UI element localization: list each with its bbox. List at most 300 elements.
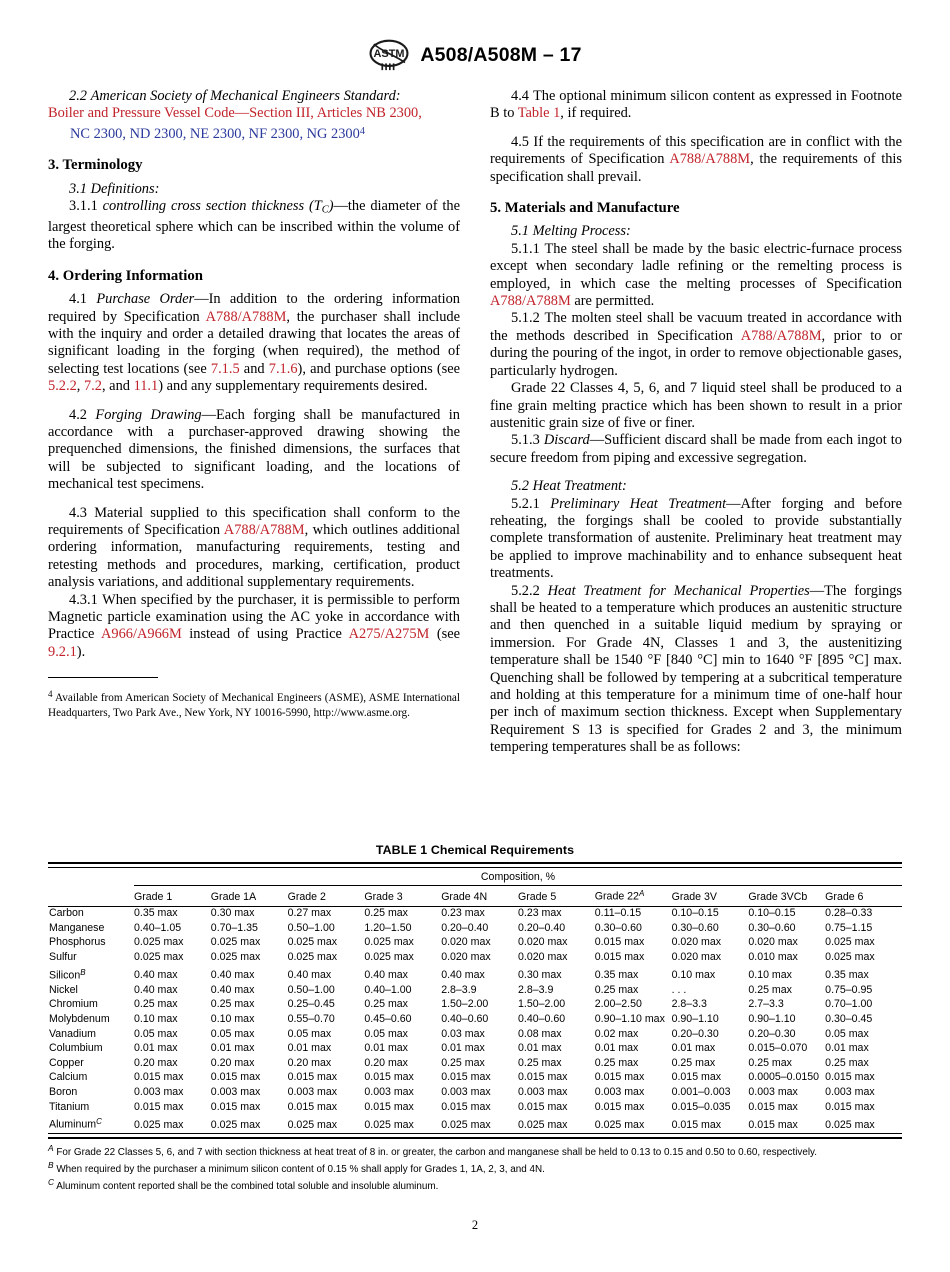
table-cell: 0.25 max bbox=[594, 1056, 639, 1069]
element-name: Manganese bbox=[49, 921, 105, 934]
col-header-grade-3vcb: Grade 3VCb bbox=[748, 890, 808, 903]
section-3-1-1-number: 3.1.1 bbox=[69, 198, 98, 215]
table-cell: 0.01 max bbox=[210, 1042, 255, 1055]
table-cell: 0.025 max bbox=[364, 936, 414, 949]
section-4-2-number: 4.2 bbox=[69, 406, 87, 423]
table-cell: 0.30–0.60 bbox=[671, 921, 719, 934]
table-cell: 0.35 max bbox=[594, 969, 639, 982]
table-cell: 0.30–0.45 bbox=[825, 1012, 873, 1025]
section-5-1-1-number: 5.1.1 bbox=[511, 240, 540, 257]
table-cell: 0.25 max bbox=[671, 1056, 716, 1069]
table-cell: 0.025 max bbox=[825, 1118, 875, 1131]
table-cell: 0.30 max bbox=[517, 969, 562, 982]
element-name: Nickel bbox=[49, 983, 78, 996]
table-cell: 0.025 max bbox=[134, 936, 184, 949]
table-cell: 0.003 max bbox=[825, 1085, 875, 1098]
table-row bbox=[48, 1012, 902, 1027]
table-cell: 0.015–0.035 bbox=[671, 1100, 731, 1113]
table-cell: 0.10 max bbox=[134, 1012, 178, 1025]
table-cell: 0.025 max bbox=[287, 950, 338, 963]
a788-link-3[interactable]: A788/A788M bbox=[669, 151, 751, 168]
table-cell: 0.025 max bbox=[594, 1118, 645, 1131]
table-cell: 0.75–1.15 bbox=[825, 921, 873, 934]
table-cell: 0.25 max bbox=[441, 1056, 485, 1069]
section-4-5-text-2: , the requirements of this specification shall prevail. bbox=[490, 151, 902, 185]
table-cell: 0.40 max bbox=[287, 969, 332, 982]
table-row bbox=[48, 1027, 902, 1042]
spacer-cell bbox=[48, 868, 134, 886]
ref-11-1-link[interactable]: 11.1 bbox=[133, 378, 159, 395]
table-cell: 0.025 max bbox=[210, 1118, 261, 1131]
section-2-2-number: 2.2 bbox=[69, 88, 87, 104]
table-cell: 0.70–1.35 bbox=[210, 921, 258, 934]
row-element-label bbox=[48, 1071, 134, 1086]
table-cell: 0.20–0.30 bbox=[671, 1027, 719, 1040]
table-cell: 0.025 max bbox=[210, 950, 261, 963]
row-element-label bbox=[48, 983, 134, 998]
svg-text:ASTM: ASTM bbox=[373, 48, 405, 61]
table-cell: 0.20–0.40 bbox=[441, 921, 489, 934]
table-cell: 0.10–0.15 bbox=[748, 907, 796, 920]
document-header bbox=[0, 38, 950, 72]
section-3-1-1-body: —the diameter of the largest theoretical sphere which can be inscribed within the volume of the forging. bbox=[48, 198, 460, 253]
section-4-5-text-1: If the requirements of this specification are in conflict with the requirements of Specification bbox=[490, 133, 902, 168]
grade-22-paragraph: Grade 22 Classes 4, 5, 6, and 7 liquid steel shall be produced to a fine grain melting practice which has been shown to result in a prior austenitic grain size of five or finer. bbox=[490, 380, 902, 431]
asme-bpvc-link[interactable]: Boiler and Pressure Vessel Code—Section III, Articles NB 2300, bbox=[48, 105, 422, 122]
table-row bbox=[48, 965, 902, 983]
table-cell: 0.10–0.15 bbox=[671, 907, 719, 920]
element-name: Columbium bbox=[49, 1042, 103, 1055]
a966-link[interactable]: A966/A966M bbox=[101, 626, 182, 643]
table-cell: 0.020 max bbox=[748, 936, 798, 949]
section-5-1-1-text-2: are permitted. bbox=[570, 293, 655, 310]
table-cell: 0.35 max bbox=[825, 969, 869, 982]
table-cell: 0.45–0.60 bbox=[364, 1012, 412, 1025]
element-name: Silicon bbox=[49, 969, 81, 982]
table-cell: 0.025 max bbox=[825, 950, 875, 963]
section-5-1-title: Melting Process: bbox=[532, 223, 631, 240]
section-4-3-1-number: 4.3.1 bbox=[69, 591, 98, 608]
section-4-3-text-2: , which outlines additional ordering information, manufacturing requirements, testing and retesting methods and procedures, marking, certification, product analysis variations, and additional supplementary requirements. bbox=[48, 522, 460, 591]
table-cell: 0.01 max bbox=[517, 1042, 562, 1055]
table-cell: 0.40–1.00 bbox=[364, 983, 412, 996]
col-header-grade-3v: Grade 3V bbox=[671, 890, 717, 903]
section-4-1-text-5: , bbox=[76, 378, 84, 395]
element-name: Sulfur bbox=[49, 950, 77, 963]
table-cell: 0.020 max bbox=[441, 950, 491, 963]
element-name: Chromium bbox=[49, 998, 98, 1011]
table-footnote-text: Aluminum content reported shall be the combined total soluble and insoluble aluminum. bbox=[54, 1181, 439, 1193]
table-cell: 0.015 max bbox=[287, 1100, 338, 1113]
table-cell: 0.020 max bbox=[441, 936, 491, 949]
table-cell: 0.75–0.95 bbox=[825, 983, 873, 996]
table-head-group bbox=[48, 863, 902, 906]
table-footnote-mark: C bbox=[48, 1177, 55, 1188]
table-cell: 0.003 max bbox=[287, 1085, 338, 1098]
table-foot-group bbox=[48, 1133, 902, 1138]
element-name: Molybdenum bbox=[49, 1012, 110, 1025]
table-cell: 2.8–3.3 bbox=[671, 998, 707, 1011]
asme-articles-link[interactable]: NC 2300, ND 2300, NE 2300, NF 2300, NG 2300 bbox=[70, 126, 360, 143]
row-element-label bbox=[48, 921, 134, 936]
col-header-grade-22-label: Grade 22 bbox=[594, 890, 639, 903]
ref-7-2-link[interactable]: 7.2 bbox=[83, 378, 102, 395]
table-cell: 0.015 max bbox=[134, 1100, 184, 1113]
table-cell: 0.015 max bbox=[210, 1071, 261, 1084]
table-cell: 0.11–0.15 bbox=[594, 907, 642, 920]
table-cell: 0.40–0.60 bbox=[517, 1012, 566, 1025]
table-cell: 0.40–0.60 bbox=[441, 1012, 489, 1025]
table-cell: 0.20 max bbox=[134, 1056, 178, 1069]
table-cell: 0.40–1.05 bbox=[134, 921, 182, 934]
table-cell: 0.003 max bbox=[441, 1085, 491, 1098]
section-4-1-term: Purchase Order bbox=[96, 291, 195, 308]
table-cell: 0.01 max bbox=[364, 1042, 408, 1055]
footnote-ref-c: C bbox=[96, 1117, 102, 1127]
table-cell: 2.8–3.9 bbox=[441, 983, 477, 996]
table-cell: . . . bbox=[671, 983, 687, 996]
ref-5-2-2-link[interactable]: 5.2.2 bbox=[48, 378, 77, 395]
table-cell: 0.10 max bbox=[210, 1012, 255, 1025]
section-4-1-text-2: , the purchaser shall include with the inquiry and order a detailed drawing that locates the areas of significant loading in the forging (when required), the method of selecting test locations (see bbox=[48, 308, 460, 377]
table-cell: 0.015–0.070 bbox=[748, 1042, 808, 1055]
table-cell: 0.25 max bbox=[210, 998, 255, 1011]
section-3-1-1 bbox=[48, 198, 460, 253]
table-1-caption: TABLE 1 Chemical Requirements bbox=[375, 843, 575, 857]
section-4-3-1-text-3: (see bbox=[429, 626, 460, 643]
section-5-1-1 bbox=[490, 241, 902, 311]
table-bottom-rule bbox=[48, 1133, 902, 1138]
table-cell: 0.90–1.10 max bbox=[594, 1012, 665, 1025]
section-4-1-text-3: and bbox=[239, 360, 269, 377]
section-4-3-text-1: Material supplied to this specification shall conform to the requirements of Specification bbox=[48, 504, 460, 539]
section-3-1-1-term: controlling cross section thickness (T bbox=[102, 198, 322, 215]
table-cell: 0.020 max bbox=[517, 950, 568, 963]
table-cell: 0.50–1.00 bbox=[287, 921, 335, 934]
table-cell: 0.25 max bbox=[517, 1056, 562, 1069]
grade-header-row bbox=[48, 886, 902, 906]
table-cell: 0.015 max bbox=[594, 936, 645, 949]
table-cell: 2.00–2.50 bbox=[594, 998, 642, 1011]
section-5-1-2 bbox=[490, 310, 902, 380]
row-element-label bbox=[48, 965, 134, 983]
col-header-grade-4n: Grade 4N bbox=[441, 890, 488, 903]
row-element-label bbox=[48, 1115, 134, 1134]
table-cell: 0.28–0.33 bbox=[825, 907, 873, 920]
section-4-2-body: —Each forging shall be manufactured in accordance with a purchaser-approved drawing showing the prequenched dimensions, the finished dimensions, the surfaces that will be subjected to significant loading, and the locations of mechanical test specimens. bbox=[48, 406, 460, 493]
section-3-1-1-term-end: ) bbox=[328, 198, 334, 215]
table-cell: 0.010 max bbox=[748, 950, 798, 963]
row-element-label bbox=[48, 950, 134, 965]
ref-9-2-1-link[interactable]: 9.2.1 bbox=[48, 643, 77, 660]
section-5-1-1-text-1: The steel shall be made by the basic electric-furnace process except when secondary ladle refining or the remelting process is employed, in which case the melting processes of Specification bbox=[490, 240, 902, 292]
a275-link[interactable]: A275/A275M bbox=[348, 626, 430, 643]
table-cell: 0.01 max bbox=[134, 1042, 178, 1055]
table-cell: 0.02 max bbox=[594, 1027, 639, 1040]
col-header-grade-6: Grade 6 bbox=[825, 890, 864, 903]
table-cell: 0.40 max bbox=[210, 969, 255, 982]
table-cell: 0.003 max bbox=[134, 1085, 184, 1098]
table-cell: 0.05 max bbox=[825, 1027, 869, 1040]
section-4-4-text-2: , if required. bbox=[560, 105, 632, 122]
table-cell: 0.20–0.40 bbox=[517, 921, 566, 934]
table-cell: 2.7–3.3 bbox=[748, 998, 784, 1011]
section-4-1-text-1: —In addition to the ordering information required by Specification bbox=[48, 291, 460, 325]
section-5-2-2-body: —The forgings shall be heated to a temperature which produces an austenitic structure and then quenched in a suitable liquid medium by spraying or immersion. For Grade 4N, Classes 1 and 3, the austenitizing temperature shall be 1540 °F [840 °C] min to 1640 °F [895 °C] max. Quenching shall be followed by tempering at a subcritical temperature and holding at this temperature for a minimum time of one-half hour per inch of maximum section thickness. Except when Supplementary Requirement S 13 is specified for Grades 2 and 3, the minimum tempering temperatures shall be as follows: bbox=[490, 582, 902, 756]
table-cell: 0.001–0.003 bbox=[671, 1085, 731, 1098]
table-cell: 0.25 max bbox=[364, 998, 408, 1011]
table-cell: 0.015 max bbox=[134, 1071, 184, 1084]
table-cell: 0.40 max bbox=[364, 969, 408, 982]
section-4-5 bbox=[490, 134, 902, 186]
section-4-4 bbox=[490, 88, 902, 123]
table-row bbox=[48, 1100, 902, 1115]
section-5-2-2-term: Heat Treatment for Mechanical Properties bbox=[547, 582, 810, 599]
table-row bbox=[48, 998, 902, 1013]
table-cell: 0.01 max bbox=[287, 1042, 332, 1055]
table-footnote-mark: A bbox=[48, 1142, 54, 1153]
col-header-grade-2: Grade 2 bbox=[287, 890, 326, 903]
footnote-ref-4[interactable]: 4 bbox=[359, 125, 365, 137]
table-footnote bbox=[48, 1142, 902, 1159]
section-5-2-2 bbox=[490, 583, 902, 757]
table-cell: 0.25 max bbox=[825, 1056, 869, 1069]
col-header-grade-5: Grade 5 bbox=[517, 890, 557, 903]
element-column-header bbox=[48, 886, 134, 906]
row-element-label bbox=[48, 1027, 134, 1042]
section-4-2 bbox=[48, 407, 460, 494]
table-cell: 0.003 max bbox=[364, 1085, 414, 1098]
footnote-ref-b: B bbox=[80, 967, 86, 977]
table-cell: 0.50–1.00 bbox=[287, 983, 335, 996]
section-4-3-number: 4.3 bbox=[69, 504, 87, 521]
table-row bbox=[48, 1085, 902, 1100]
table-cell: 0.23 max bbox=[441, 907, 485, 920]
page-footnote-4 bbox=[48, 687, 460, 720]
table-1-link[interactable]: Table 1 bbox=[517, 105, 561, 122]
table-cell: 0.025 max bbox=[364, 950, 414, 963]
table-cell: 0.003 max bbox=[517, 1085, 568, 1098]
table-cell: 0.015 max bbox=[517, 1100, 568, 1113]
table-cell: 0.25 max bbox=[594, 983, 639, 996]
table-cell: 0.40 max bbox=[441, 969, 485, 982]
section-5-2-title: Heat Treatment: bbox=[532, 478, 627, 495]
section-5-2-number: 5.2 bbox=[511, 478, 529, 495]
a788-link-2[interactable]: A788/A788M bbox=[223, 522, 305, 539]
section-5-1-2-number: 5.1.2 bbox=[511, 310, 540, 327]
table-cell: 0.015 max bbox=[594, 1071, 645, 1084]
table-cell: 0.01 max bbox=[671, 1042, 716, 1055]
table-1-section bbox=[48, 843, 902, 1194]
table-cell: 0.015 max bbox=[671, 1118, 722, 1131]
section-5-2 bbox=[490, 478, 902, 495]
section-4-1 bbox=[48, 291, 460, 395]
element-name: Vanadium bbox=[49, 1027, 96, 1040]
body-columns bbox=[48, 88, 902, 757]
table-cell: 0.015 max bbox=[594, 950, 645, 963]
section-5-2-1-body: —After forging and before reheating, the forgings shall be cooled to provide substantially complete transformation of austenite. Preliminary heat treatment may be applied to improve machinability and to enhance subsequent heat treatments. bbox=[490, 495, 902, 582]
chemical-requirements-table bbox=[48, 862, 902, 1139]
table-row bbox=[48, 936, 902, 951]
section-5-2-2-number: 5.2.2 bbox=[511, 582, 540, 599]
row-element-label bbox=[48, 936, 134, 951]
table-footnote bbox=[48, 1176, 902, 1193]
section-4-3 bbox=[48, 505, 460, 592]
table-cell: 0.90–1.10 bbox=[671, 1012, 719, 1025]
table-cell: 0.25 max bbox=[748, 1056, 792, 1069]
table-cell: 0.20 max bbox=[364, 1056, 408, 1069]
section-5-2-1-number: 5.2.1 bbox=[511, 495, 540, 512]
table-cell: 1.20–1.50 bbox=[364, 921, 412, 934]
section-5-1-2-text-1: The molten steel shall be vacuum treated in accordance with the methods described in Specification bbox=[490, 310, 902, 344]
col-header-grade-1: Grade 1 bbox=[134, 890, 173, 903]
table-cell: 0.015 max bbox=[364, 1071, 414, 1084]
a788-link-4[interactable]: A788/A788M bbox=[490, 293, 571, 310]
section-4-3-1-text-1: When specified by the purchaser, it is permissible to perform Magnetic particle examination using the AC yoke in accordance with Practice bbox=[48, 591, 460, 643]
section-5-1-3-body: —Sufficient discard shall be made from each ingot to secure freedom from piping and excessive segregation. bbox=[490, 432, 902, 466]
section-3-1-title: Definitions: bbox=[90, 180, 160, 197]
element-name: Phosphorus bbox=[49, 936, 106, 949]
ref-7-1-5-link[interactable]: 7.1.5 bbox=[210, 360, 240, 377]
section-4-1-text-4: ), and purchase options (see bbox=[297, 360, 460, 377]
section-4-3-1-text-2: instead of using Practice bbox=[181, 626, 349, 643]
col-header-grade-22 bbox=[595, 886, 672, 906]
table-cell: 0.05 max bbox=[364, 1027, 408, 1040]
table-cell: 0.003 max bbox=[748, 1085, 798, 1098]
table-cell: 0.015 max bbox=[825, 1071, 875, 1084]
table-cell: 0.015 max bbox=[748, 1118, 798, 1131]
row-element-label bbox=[48, 1042, 134, 1057]
table-cell: 0.25 max bbox=[748, 983, 792, 996]
table-cell: 0.20 max bbox=[210, 1056, 255, 1069]
row-element-label bbox=[48, 1100, 134, 1115]
table-cell: 0.10 max bbox=[748, 969, 792, 982]
row-element-label bbox=[48, 1085, 134, 1100]
table-cell: 0.020 max bbox=[671, 936, 722, 949]
table-row bbox=[48, 1115, 902, 1134]
table-cell: 0.20 max bbox=[287, 1056, 332, 1069]
page-title: A508/A508M – 17 bbox=[420, 43, 582, 66]
ref-7-1-6-link[interactable]: 7.1.6 bbox=[268, 360, 298, 377]
table-cell: 0.55–0.70 bbox=[287, 1012, 335, 1025]
section-5-1-number: 5.1 bbox=[511, 223, 529, 240]
row-element-label bbox=[48, 906, 134, 921]
table-cell: 0.03 max bbox=[441, 1027, 485, 1040]
table-cell: 0.015 max bbox=[364, 1100, 414, 1113]
table-cell: 0.025 max bbox=[134, 1118, 184, 1131]
table-cell: 0.015 max bbox=[748, 1100, 798, 1113]
section-2-2-title: American Society of Mechanical Engineers Standard: bbox=[90, 88, 401, 104]
section-4-5-number: 4.5 bbox=[511, 133, 529, 150]
a788-link-1[interactable]: A788/A788M bbox=[205, 308, 287, 325]
section-5-2-1-term: Preliminary Heat Treatment bbox=[550, 495, 727, 512]
table-footnote bbox=[48, 1159, 902, 1176]
table-cell: 0.30–0.60 bbox=[594, 921, 642, 934]
table-cell: 0.25 max bbox=[134, 998, 178, 1011]
footnote-text-4: Available from American Society of Mechanical Engineers (ASME), ASME International Headquarters, Two Park Ave., New York, NY 10016-5990, http://www.asme.org. bbox=[48, 692, 460, 719]
table-cell: 0.01 max bbox=[825, 1042, 869, 1055]
table-cell: 0.23 max bbox=[517, 907, 562, 920]
table-cell: 0.025 max bbox=[287, 936, 338, 949]
table-cell: 0.025 max bbox=[287, 1118, 338, 1131]
table-cell: 0.025 max bbox=[825, 936, 875, 949]
table-cell: 0.25–0.45 bbox=[287, 998, 335, 1011]
table-cell: 0.015 max bbox=[287, 1071, 338, 1084]
astm-logo-icon bbox=[368, 38, 410, 72]
section-5-1-3-number: 5.1.3 bbox=[511, 432, 540, 449]
table-cell: 0.01 max bbox=[594, 1042, 639, 1055]
section-3-heading: 3. Terminology bbox=[48, 157, 143, 174]
table-cell: 0.40 max bbox=[134, 969, 178, 982]
row-element-label bbox=[48, 1012, 134, 1027]
section-4-1-number: 4.1 bbox=[69, 291, 87, 308]
table-cell: 0.20–0.30 bbox=[748, 1027, 796, 1040]
page-number: 2 bbox=[471, 1218, 479, 1232]
table-cell: 0.003 max bbox=[210, 1085, 261, 1098]
section-4-2-term: Forging Drawing bbox=[95, 406, 202, 423]
table-cell: 0.025 max bbox=[134, 950, 184, 963]
section-5-1 bbox=[490, 223, 902, 240]
footnote-ref-a: A bbox=[638, 889, 645, 898]
table-cell: 0.05 max bbox=[210, 1027, 255, 1040]
table-cell: 0.025 max bbox=[441, 1118, 491, 1131]
table-body bbox=[48, 906, 902, 1133]
section-3-1-number: 3.1 bbox=[69, 180, 87, 197]
element-name: Calcium bbox=[49, 1071, 88, 1084]
table-cell: 0.30 max bbox=[210, 907, 255, 920]
col-header-grade-3: Grade 3 bbox=[364, 890, 403, 903]
table-footnote-text: When required by the purchaser a minimum silicon content of 0.15 % shall apply for Grades 1, 1A, 2, 3, and 4N. bbox=[53, 1163, 545, 1175]
table-cell: 0.10 max bbox=[671, 969, 716, 982]
table-row bbox=[48, 1056, 902, 1071]
table-row bbox=[48, 921, 902, 936]
element-name: Aluminum bbox=[49, 1118, 97, 1131]
section-5-1-2-text-2: , prior to or during the pouring of the ingot, in order to remove objectionable gases, particularly hydrogen. bbox=[490, 327, 903, 379]
right-column bbox=[490, 88, 902, 757]
a788-link-5[interactable]: A788/A788M bbox=[740, 327, 822, 344]
composition-header: Composition, % bbox=[480, 871, 556, 883]
table-cell: 0.015 max bbox=[594, 1100, 645, 1113]
table-row bbox=[48, 950, 902, 965]
section-4-1-text-7: ) and any supplementary requirements desired. bbox=[158, 378, 428, 395]
table-cell: 0.015 max bbox=[517, 1071, 568, 1084]
left-column bbox=[48, 88, 460, 757]
table-cell: 0.27 max bbox=[287, 907, 332, 920]
table-cell: 0.025 max bbox=[364, 1118, 414, 1131]
section-2-2 bbox=[48, 88, 460, 143]
table-cell: 1.50–2.00 bbox=[441, 998, 489, 1011]
section-5-1-3-term: Discard bbox=[543, 432, 590, 449]
table-cell: 0.0005–0.0150 bbox=[748, 1071, 820, 1084]
table-cell: 0.025 max bbox=[210, 936, 261, 949]
table-cell: 0.020 max bbox=[671, 950, 722, 963]
element-name: Boron bbox=[49, 1085, 78, 1098]
table-cell: 0.015 max bbox=[671, 1071, 722, 1084]
table-row bbox=[48, 1071, 902, 1086]
table-footnote-mark: B bbox=[48, 1160, 54, 1171]
section-5-1-3 bbox=[490, 432, 902, 467]
row-element-label bbox=[48, 1056, 134, 1071]
table-cell: 0.015 max bbox=[441, 1100, 491, 1113]
section-4-4-text-1: The optional minimum silicon content as expressed in Footnote B to bbox=[490, 88, 902, 122]
section-3-1 bbox=[48, 181, 460, 198]
table-footnote-text: For Grade 22 Classes 5, 6, and 7 with section thickness at heat treat of 8 in. or greater, the carbon and manganese shall be held to 0.13 to 0.15 and 0.50 to 0.60, respectively. bbox=[53, 1146, 817, 1158]
table-cell: 0.015 max bbox=[441, 1071, 491, 1084]
table-cell: 1.50–2.00 bbox=[517, 998, 566, 1011]
table-cell: 0.35 max bbox=[134, 907, 178, 920]
col-header-grade-1a: Grade 1A bbox=[210, 890, 257, 903]
section-4-3-1 bbox=[48, 592, 460, 662]
